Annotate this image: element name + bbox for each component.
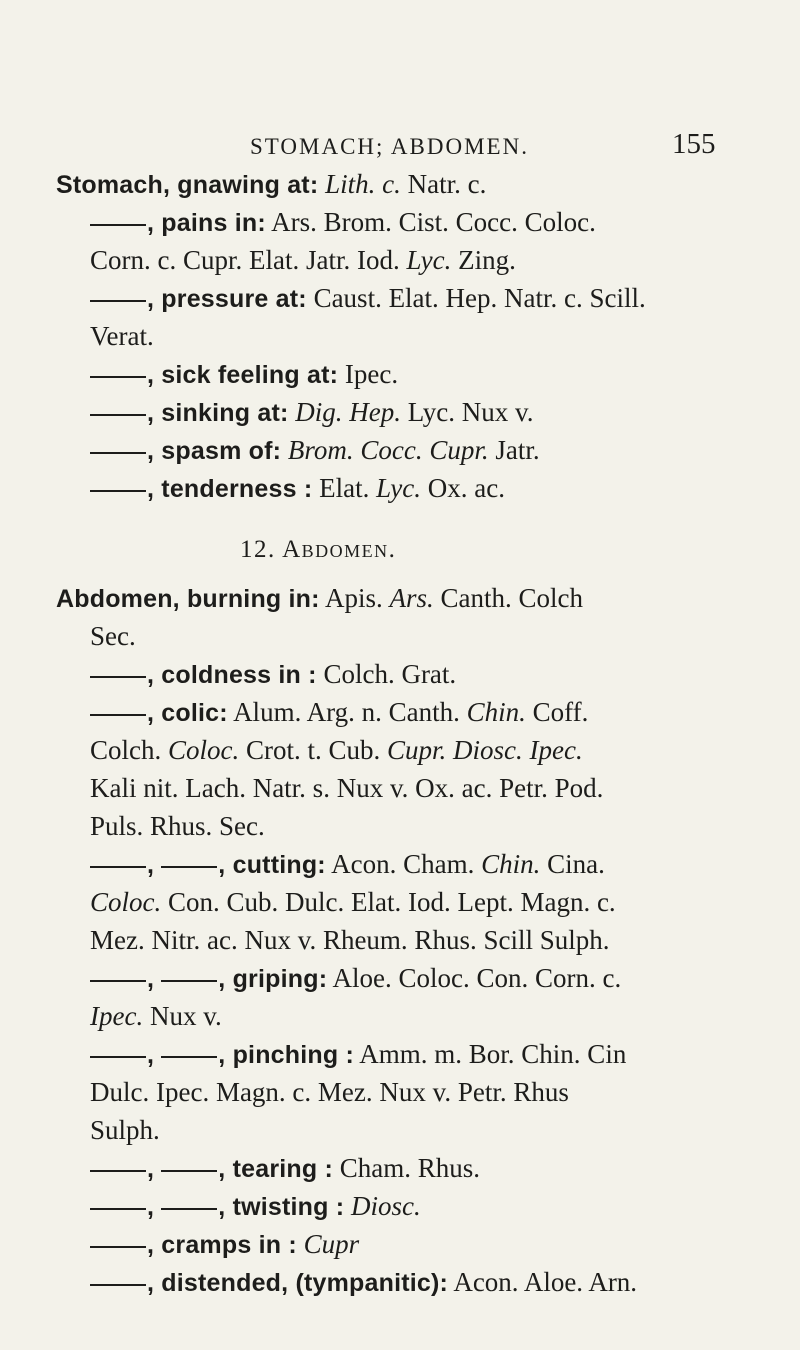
remedy-italic: Chin.	[481, 849, 541, 879]
entry-heading: , pressure at:	[147, 285, 307, 313]
ditto-dash	[90, 1170, 146, 1172]
remedy-italic: Chin.	[466, 697, 526, 727]
entry-heading: , tearing :	[218, 1155, 334, 1183]
remedy-list: Dulc. Ipec. Magn. c. Mez. Nux v. Petr. Rhus	[90, 1077, 569, 1107]
entry-continuation	[90, 1000, 790, 1032]
remedy-list: Puls. Rhus. Sec.	[90, 811, 265, 841]
remedy-list: Elat.	[319, 473, 370, 503]
remedy-list: Nux v.	[149, 1001, 222, 1031]
remedy-italic: Lith. c.	[325, 169, 401, 199]
entry-continuation	[90, 924, 790, 956]
ditto-comma: ,	[147, 1041, 162, 1069]
entry-stomach-gnawing	[56, 168, 756, 201]
ditto-dash	[90, 414, 146, 416]
ditto-dash	[90, 1246, 146, 1248]
remedy-list: Sec.	[90, 621, 136, 651]
remedy-list: Colch. Grat.	[323, 659, 457, 689]
entry-stomach-pains	[90, 206, 790, 239]
remedy-list: Ox. ac.	[427, 473, 505, 503]
ditto-dash	[90, 376, 146, 378]
ditto-comma: ,	[147, 1193, 162, 1221]
entry-heading: , tenderness :	[147, 475, 313, 503]
ditto-dash	[90, 1284, 146, 1286]
running-head: STOMACH; ABDOMEN.	[250, 134, 529, 159]
remedy-list: Aloe. Coloc. Con. Corn. c.	[332, 963, 622, 993]
remedy-list: Cina.	[547, 849, 605, 879]
page-number: 155	[672, 128, 716, 160]
entry-abdomen-colic-cutting	[90, 848, 790, 881]
remedy-list: Corn. c. Cupr. Elat. Jatr. Iod.	[90, 245, 400, 275]
ditto-dash	[90, 1208, 146, 1210]
remedy-list: Jatr.	[495, 435, 540, 465]
remedy-list: Acon. Cham.	[331, 849, 475, 879]
remedy-italic: Dig. Hep.	[295, 397, 401, 427]
remedy-italic: Ipec.	[90, 1001, 144, 1031]
remedy-list: Alum. Arg. n. Canth.	[233, 697, 460, 727]
entry-continuation	[90, 772, 790, 804]
entry-stomach-spasm	[90, 434, 790, 467]
entry-abdomen-coldness	[90, 658, 790, 691]
entry-continuation	[90, 886, 790, 918]
remedy-list: Natr. c.	[407, 169, 487, 199]
entry-stomach-sinking	[90, 396, 790, 429]
entry-heading: , pinching :	[218, 1041, 355, 1069]
remedy-italic: Cupr	[303, 1229, 360, 1259]
entry-heading: , pains in:	[147, 209, 266, 237]
remedy-italic: Ars.	[389, 583, 434, 613]
remedy-list: Crot. t. Cub.	[246, 735, 381, 765]
entry-abdomen-colic-tearing	[90, 1152, 790, 1185]
entry-continuation	[90, 244, 790, 276]
entry-heading: Abdomen, burning in:	[56, 585, 320, 613]
ditto-dash	[161, 1208, 217, 1210]
remedy-italic: Coloc.	[90, 887, 162, 917]
entry-continuation	[90, 320, 790, 352]
ditto-dash	[161, 866, 217, 868]
entry-heading: , griping:	[218, 965, 328, 993]
remedy-list: Kali nit. Lach. Natr. s. Nux v. Ox. ac. Petr. Pod.	[90, 773, 604, 803]
entry-abdomen-distended	[90, 1266, 790, 1299]
ditto-dash	[90, 300, 146, 302]
entry-abdomen-burning	[56, 582, 756, 615]
entry-heading: , spasm of:	[147, 437, 282, 465]
ditto-dash	[90, 980, 146, 982]
entry-heading: , colic:	[147, 699, 228, 727]
entry-heading: , cramps in :	[147, 1231, 297, 1259]
remedy-list: Caust. Elat. Hep. Natr. c. Scill.	[313, 283, 646, 313]
entry-heading: , sick feeling at:	[147, 361, 339, 389]
remedy-list: Verat.	[90, 321, 154, 351]
ditto-dash	[90, 866, 146, 868]
entry-abdomen-colic-griping	[90, 962, 790, 995]
remedy-list: Cham. Rhus.	[339, 1153, 481, 1183]
entry-heading: , twisting :	[218, 1193, 345, 1221]
remedy-italic: Cupr. Diosc. Ipec.	[387, 735, 583, 765]
section-title: 12. Abdomen.	[240, 536, 397, 563]
ditto-dash	[90, 224, 146, 226]
entry-abdomen-colic	[90, 696, 790, 729]
ditto-dash	[161, 1170, 217, 1172]
ditto-dash	[90, 714, 146, 716]
remedy-list: Canth. Colch	[440, 583, 583, 613]
ditto-dash	[161, 980, 217, 982]
remedy-list: Con. Cub. Dulc. Elat. Iod. Lept. Magn. c.	[168, 887, 616, 917]
ditto-dash	[161, 1056, 217, 1058]
entry-continuation	[90, 620, 790, 652]
ditto-comma: ,	[147, 851, 162, 879]
remedy-list: Apis.	[324, 583, 383, 613]
remedy-list: Coff.	[532, 697, 589, 727]
entry-continuation	[90, 810, 790, 842]
entry-stomach-tenderness	[90, 472, 790, 505]
remedy-italic: Diosc.	[351, 1191, 421, 1221]
ditto-comma: ,	[147, 1155, 162, 1183]
ditto-comma: ,	[147, 965, 162, 993]
remedy-list: Amm. m. Bor. Chin. Cin	[359, 1039, 627, 1069]
remedy-italic: Lyc.	[376, 473, 422, 503]
remedy-list: Ipec.	[344, 359, 399, 389]
ditto-dash	[90, 1056, 146, 1058]
ditto-dash	[90, 490, 146, 492]
entry-stomach-pressure	[90, 282, 790, 315]
ditto-dash	[90, 676, 146, 678]
remedy-list: Acon. Aloe. Arn.	[453, 1267, 638, 1297]
ditto-dash	[90, 452, 146, 454]
entry-stomach-sick-feeling	[90, 358, 790, 391]
remedy-list: Zing.	[458, 245, 516, 275]
remedy-list: Mez. Nitr. ac. Nux v. Rheum. Rhus. Scill Sulph.	[90, 925, 610, 955]
entry-heading: Stomach, gnawing at:	[56, 171, 319, 199]
entry-abdomen-colic-twisting	[90, 1190, 790, 1223]
remedy-list: Colch.	[90, 735, 162, 765]
entry-abdomen-cramps	[90, 1228, 790, 1261]
entry-heading: , cutting:	[218, 851, 326, 879]
entry-abdomen-colic-pinching	[90, 1038, 790, 1071]
entry-heading: , sinking at:	[147, 399, 289, 427]
entry-heading: , distended, (tympanitic):	[147, 1269, 449, 1297]
entry-heading: , coldness in :	[147, 661, 317, 689]
remedy-list: Lyc. Nux v.	[407, 397, 534, 427]
remedy-list: Sulph.	[90, 1115, 160, 1145]
entry-continuation	[90, 1076, 790, 1108]
entry-continuation	[90, 1114, 790, 1146]
remedy-italic: Brom. Cocc. Cupr.	[287, 435, 489, 465]
entry-continuation	[90, 734, 790, 766]
remedy-italic: Lyc.	[406, 245, 452, 275]
remedy-italic: Coloc.	[168, 735, 240, 765]
remedy-list: Ars. Brom. Cist. Cocc. Coloc.	[271, 207, 596, 237]
